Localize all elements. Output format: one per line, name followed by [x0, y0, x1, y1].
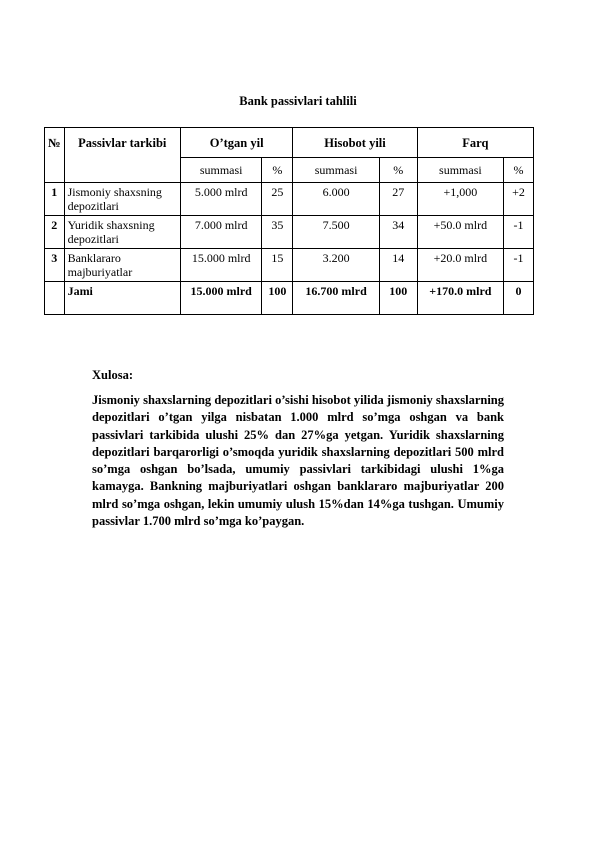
row-number: 3	[45, 249, 65, 282]
row-name: Jismoniy shaxsning depozitlari	[64, 183, 180, 216]
subheader-pct: %	[262, 158, 293, 183]
row-name: Yuridik shaxsning depozitlari	[64, 216, 180, 249]
col-diff-header: Farq	[417, 128, 533, 158]
row-number: 2	[45, 216, 65, 249]
conclusion-text: Jismoniy shaxslarning depozitlari o’sishi hisobot yilida jismoniy shaxslarning depozitlari o’tgan yilga nisbatan 1.000 mlrd so’mga oshgan va bank passivlari tarkibida ulushi 25% dan 27%ga yetgan. Yuridik shaxslarning depozitlari barqarorligi o’smoqda yuridik shaxslarning depozitlari 500 mlrd so’mga oshgan bo’lsada, umumiy passivlari tarkibidagi ulushi 1%ga kamayga. Bankning majburiyatlari oshgan banklararo majburiyatlar 200 mlrd so’mga oshgan, lekin umumiy ulush 15%dan 14%ga tushgan. Umumiy passivlar 1.700 mlrd so’mga ko’paygan.	[92, 393, 504, 529]
row-prev-sum: 7.000 mlrd	[180, 216, 262, 249]
row-diff-pct: -1	[504, 249, 534, 282]
table-header-row	[45, 128, 534, 158]
row-diff-pct: +2	[504, 183, 534, 216]
total-diff-sum: +170.0 mlrd	[417, 282, 503, 315]
row-diff-sum: +50.0 mlrd	[417, 216, 503, 249]
total-report-pct: 100	[379, 282, 417, 315]
row-prev-pct: 35	[262, 216, 293, 249]
col-prev-year-header: O’tgan yil	[180, 128, 292, 158]
row-report-sum: 3.200	[293, 249, 379, 282]
col-report-year-header: Hisobot yili	[293, 128, 417, 158]
total-diff-pct: 0	[504, 282, 534, 315]
row-prev-pct: 25	[262, 183, 293, 216]
table-row	[45, 216, 534, 249]
col-no-header: №	[45, 128, 65, 183]
total-report-sum: 16.700 mlrd	[293, 282, 379, 315]
total-prev-sum: 15.000 mlrd	[180, 282, 262, 315]
row-diff-pct: -1	[504, 216, 534, 249]
subheader-pct: %	[379, 158, 417, 183]
row-diff-sum: +20.0 mlrd	[417, 249, 503, 282]
row-number: 1	[45, 183, 65, 216]
total-number	[45, 282, 65, 315]
page-title: Bank passivlari tahlili	[239, 94, 357, 108]
row-prev-sum: 15.000 mlrd	[180, 249, 262, 282]
table-total-row	[45, 282, 534, 315]
row-prev-sum: 5.000 mlrd	[180, 183, 262, 216]
row-report-pct: 27	[379, 183, 417, 216]
row-report-sum: 6.000	[293, 183, 379, 216]
row-report-pct: 14	[379, 249, 417, 282]
total-prev-pct: 100	[262, 282, 293, 315]
table-row	[45, 183, 534, 216]
col-item-header: Passivlar tarkibi	[64, 128, 180, 183]
subheader-sum: summasi	[180, 158, 262, 183]
table-row	[45, 249, 534, 282]
subheader-sum: summasi	[293, 158, 379, 183]
total-name: Jami	[64, 282, 180, 315]
row-prev-pct: 15	[262, 249, 293, 282]
row-report-sum: 7.500	[293, 216, 379, 249]
row-name: Banklararo majburiyatlar	[64, 249, 180, 282]
row-diff-sum: +1,000	[417, 183, 503, 216]
row-report-pct: 34	[379, 216, 417, 249]
conclusion-heading: Xulosa:	[92, 368, 133, 382]
passives-table	[44, 127, 534, 315]
subheader-pct: %	[504, 158, 534, 183]
subheader-sum: summasi	[417, 158, 503, 183]
